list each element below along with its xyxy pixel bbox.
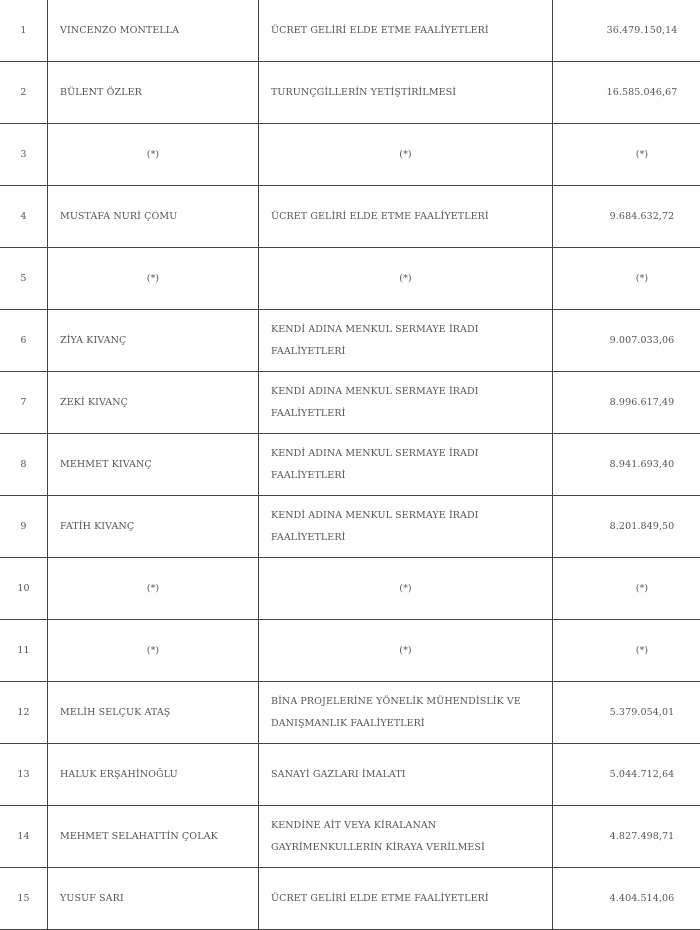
table-row <box>0 310 700 372</box>
activity-cell: KENDİ ADINA MENKUL SERMAYE İRADI FAALİYETLERİ <box>259 496 553 558</box>
activity-cell: ÜCRET GELİRİ ELDE ETME FAALİYETLERİ <box>259 186 553 248</box>
activity-cell: SANAYİ GAZLARI İMALATI <box>259 744 553 806</box>
table-row <box>0 496 700 558</box>
activity-cell: (*) <box>259 558 553 620</box>
activity-cell: ÜCRET GELİRİ ELDE ETME FAALİYETLERİ <box>259 0 553 62</box>
activity-cell: (*) <box>259 248 553 310</box>
activity-cell: KENDİNE AİT VEYA KİRALANAN GAYRİMENKULLERİN KİRAYA VERİLMESİ <box>259 806 553 868</box>
row-number-cell: 14 <box>0 806 48 868</box>
taxpayer-name-cell: ZİYA KIVANÇ <box>48 310 259 372</box>
tax-amount-cell: 16.585.046,67 <box>553 62 700 124</box>
taxpayer-name-cell: MELİH SELÇUK ATAŞ <box>48 682 259 744</box>
row-number-cell: 5 <box>0 248 48 310</box>
row-number-cell: 7 <box>0 372 48 434</box>
activity-cell: KENDİ ADINA MENKUL SERMAYE İRADI FAALİYETLERİ <box>259 310 553 372</box>
activity-cell: BİNA PROJELERİNE YÖNELİK MÜHENDİSLİK VE DANIŞMANLIK FAALİYETLERİ <box>259 682 553 744</box>
row-number-cell: 13 <box>0 744 48 806</box>
row-number-cell: 4 <box>0 186 48 248</box>
tax-amount-cell: 5.044.712,64 <box>553 744 700 806</box>
row-number-cell: 10 <box>0 558 48 620</box>
tax-amount-cell: 8.201.849,50 <box>553 496 700 558</box>
row-number-cell: 2 <box>0 62 48 124</box>
tax-amount-cell: 8.941.693,40 <box>553 434 700 496</box>
row-number-cell: 11 <box>0 620 48 682</box>
tax-amount-cell: (*) <box>553 248 700 310</box>
table-row <box>0 868 700 930</box>
tax-amount-cell: 4.827.498,71 <box>553 806 700 868</box>
tax-amount-cell: 5.379.054,01 <box>553 682 700 744</box>
table-row <box>0 806 700 868</box>
taxpayer-name-cell: (*) <box>48 558 259 620</box>
tax-amount-cell: (*) <box>553 124 700 186</box>
taxpayer-name-cell: YUSUF SARI <box>48 868 259 930</box>
row-number-cell: 15 <box>0 868 48 930</box>
tax-amount-cell: 36.479.150,14 <box>553 0 700 62</box>
taxpayer-name-cell: MEHMET KIVANÇ <box>48 434 259 496</box>
table-row <box>0 186 700 248</box>
taxpayer-name-cell: (*) <box>48 124 259 186</box>
activity-cell: ÜCRET GELİRİ ELDE ETME FAALİYETLERİ <box>259 868 553 930</box>
taxpayer-name-cell: HALUK ERŞAHİNOĞLU <box>48 744 259 806</box>
tax-amount-cell: 9.007.033,06 <box>553 310 700 372</box>
table-row <box>0 682 700 744</box>
taxpayer-name-cell: MEHMET SELAHATTİN ÇOLAK <box>48 806 259 868</box>
tax-amount-cell: 8.996.617,49 <box>553 372 700 434</box>
taxpayer-name-cell: ZEKİ KIVANÇ <box>48 372 259 434</box>
taxpayer-name-cell: (*) <box>48 620 259 682</box>
table-row <box>0 0 700 62</box>
table-row <box>0 558 700 620</box>
taxpayer-name-cell: VINCENZO MONTELLA <box>48 0 259 62</box>
activity-cell: (*) <box>259 620 553 682</box>
table-row <box>0 124 700 186</box>
table-row <box>0 248 700 310</box>
tax-amount-cell: 9.684.632,72 <box>553 186 700 248</box>
tax-amount-cell: (*) <box>553 558 700 620</box>
activity-cell: KENDİ ADINA MENKUL SERMAYE İRADI FAALİYETLERİ <box>259 372 553 434</box>
taxpayer-name-cell: (*) <box>48 248 259 310</box>
row-number-cell: 1 <box>0 0 48 62</box>
activity-cell: (*) <box>259 124 553 186</box>
taxpayer-name-cell: BÜLENT ÖZLER <box>48 62 259 124</box>
tax-amount-cell: (*) <box>553 620 700 682</box>
taxpayer-name-cell: MUSTAFA NURİ ÇOMU <box>48 186 259 248</box>
table-row <box>0 372 700 434</box>
row-number-cell: 6 <box>0 310 48 372</box>
taxpayer-name-cell: FATİH KIVANÇ <box>48 496 259 558</box>
activity-cell: KENDİ ADINA MENKUL SERMAYE İRADI FAALİYETLERİ <box>259 434 553 496</box>
row-number-cell: 9 <box>0 496 48 558</box>
table-row <box>0 620 700 682</box>
table-row <box>0 744 700 806</box>
row-number-cell: 12 <box>0 682 48 744</box>
table-row <box>0 62 700 124</box>
row-number-cell: 3 <box>0 124 48 186</box>
tax-amount-cell: 4.404.514,06 <box>553 868 700 930</box>
table-row <box>0 434 700 496</box>
activity-cell: TURUNÇGİLLERİN YETİŞTİRİLMESİ <box>259 62 553 124</box>
row-number-cell: 8 <box>0 434 48 496</box>
